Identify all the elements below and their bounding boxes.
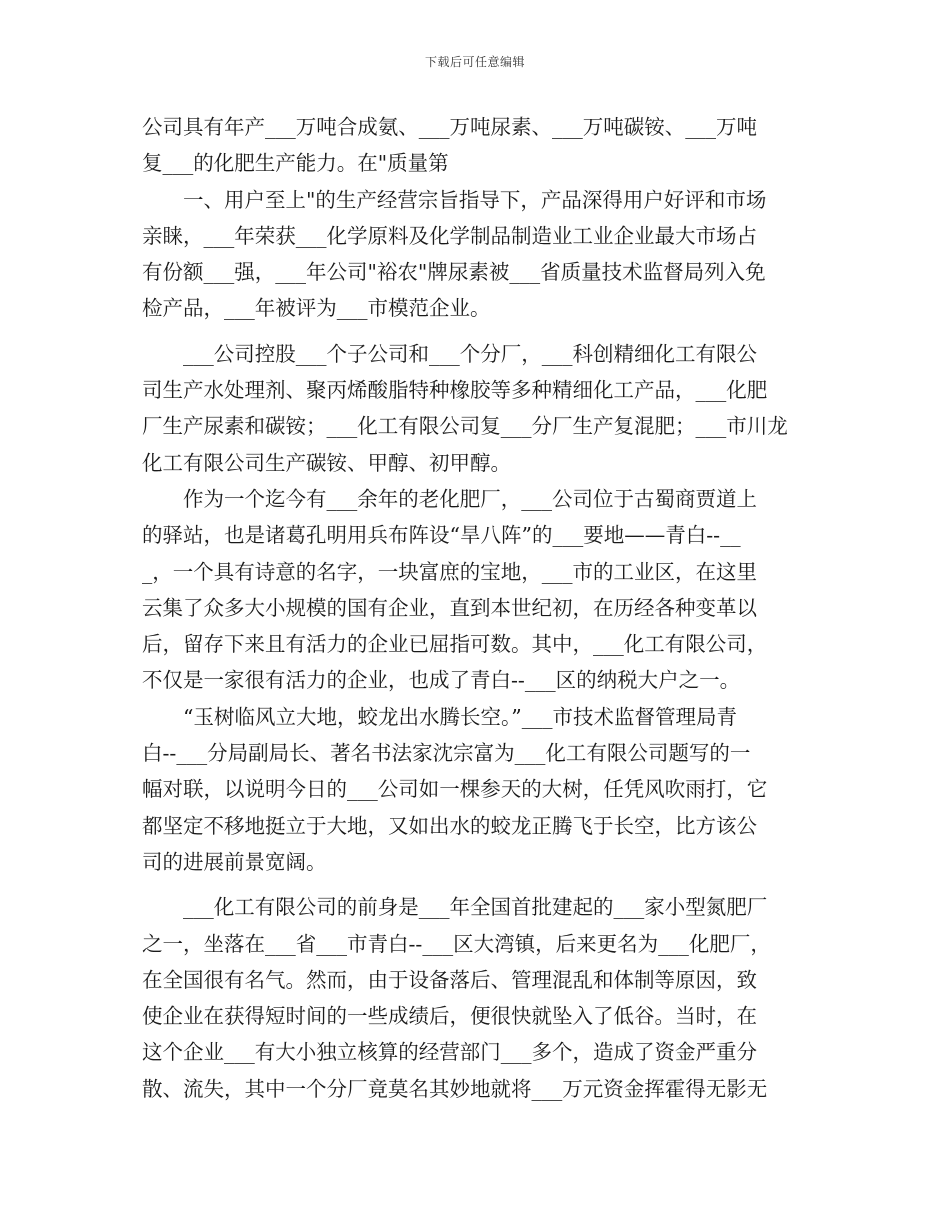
page-header: 下载后可任意编辑: [424, 55, 525, 69]
text-line: 厂生产尿素和碳铵；___化工有限公司复___分厂生产复混肥；___市川龙: [142, 414, 788, 439]
text-line: 有份额___强，___年公司"裕农"牌尿素被___省质量技术监督局列入免: [142, 260, 766, 285]
text-line: 司的进展前景宽阔。: [142, 849, 327, 874]
text-line: 公司具有年产___万吨合成氨、___万吨尿素、___万吨碳铵、___万吨: [142, 115, 757, 139]
text-line: 不仅是一家很有活力的企业，也成了青白--___区的纳税大户之一。: [142, 668, 741, 693]
text-line: 幅对联，以说明今日的___公司如一棵参天的大树，任凭风吹雨打，它: [142, 777, 768, 802]
text-line: ___公司控股___个子公司和___个分厂，___科创精细化工有限公: [142, 341, 757, 366]
document-body: [142, 109, 814, 1107]
text-line: “玉树临风立大地，蛟龙出水腾长空。”___市技术监督管理局青: [142, 704, 737, 729]
text-line: ___化工有限公司的前身是___年全国首批建起的___家小型氮肥厂: [142, 895, 768, 920]
text-line: 化工有限公司生产碳铵、甲醇、初甲醇。: [142, 450, 511, 475]
text-line: 云集了众多大小规模的国有企业，直到本世纪初，在历经各种变革以: [142, 595, 757, 620]
text-line: 亲睐，___年荣获___化学原料及化学制品制造业工业企业最大市场占: [142, 223, 757, 248]
paragraph: [142, 481, 814, 699]
text-line: 后，留存下来且有活力的企业已屈指可数。其中，___化工有限公司，: [142, 632, 768, 657]
text-line: 的驿站，也是诸葛孔明用兵布阵设“旱八阵”的___要地——青白--__: [142, 523, 741, 548]
paragraph: [142, 889, 814, 1107]
text-line: 这个企业___有大小独立核算的经营部门___多个，造成了资金严重分: [142, 1040, 757, 1065]
text-line: 在全国很有名气。然而，由于设备落后、管理混乱和体制等原因，致: [142, 967, 757, 992]
paragraph: [142, 699, 814, 880]
text-line: 都坚定不移地挺立于大地，又如出水的蛟龙正腾飞于长空，比方该公: [142, 813, 757, 838]
text-line: 使企业在获得短时间的一些成绩后，便很快就坠入了低谷。当时，在: [142, 1004, 757, 1029]
text-line: 之一，坐落在___省___市青白--___区大湾镇，后来更名为___化肥厂，: [142, 931, 771, 956]
paragraph: [142, 109, 814, 182]
text-line: 白--___分局副局长、著名书法家沈宗富为___化工有限公司题写的一: [142, 741, 751, 766]
text-line: 检产品，___年被评为___市模范企业。: [142, 296, 491, 321]
paragraph: [142, 182, 814, 327]
text-line: 一、用户至上"的生产经营宗旨指导下，产品深得用户好评和市场: [142, 187, 767, 212]
text-line: _，一个具有诗意的名字，一块富庶的宝地，___市的工业区，在这里: [142, 559, 757, 584]
text-line: 复___的化肥生产能力。在"质量第: [142, 151, 449, 176]
text-line: 散、流失，其中一个分厂竟莫名其妙地就将___万元资金挥霍得无影无: [142, 1076, 768, 1101]
text-line: 作为一个迄今有___余年的老化肥厂，___公司位于古蜀商贾道上: [142, 486, 757, 511]
text-line: 司生产水处理剂、聚丙烯酸脂特种橡胶等多种精细化工产品，___化肥: [142, 378, 768, 403]
paragraph: [142, 336, 814, 481]
